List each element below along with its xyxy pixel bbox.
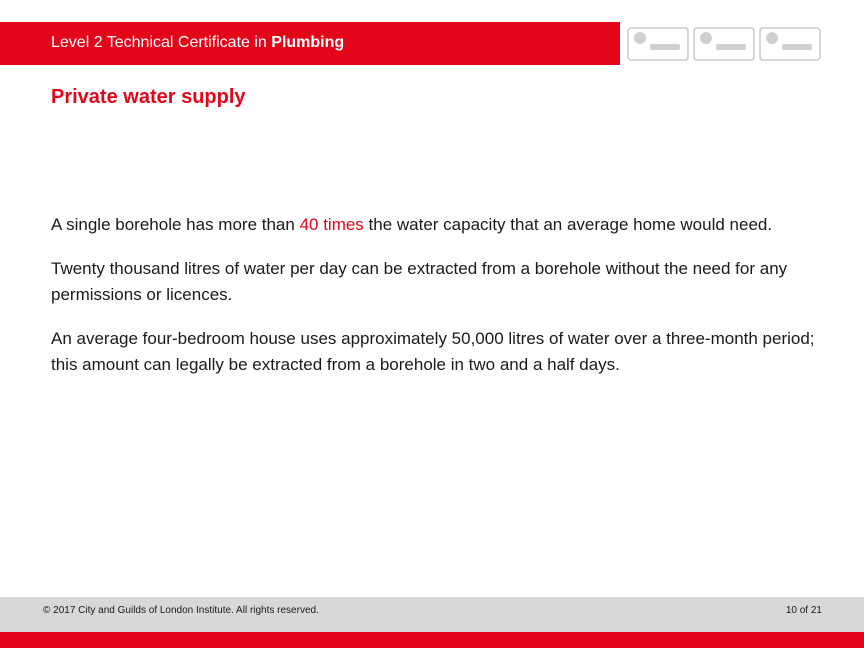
slide-body — [51, 212, 821, 396]
bottom-accent-bar — [0, 632, 864, 648]
slide-title: Private water supply — [51, 86, 246, 108]
page-number: 10 of 21 — [785, 605, 822, 616]
copyright-notice: © 2017 City and Guilds of London Institute. All rights reserved. — [43, 605, 319, 616]
city-and-guilds-logo-icon — [626, 24, 822, 64]
course-title-prefix: Level 2 Technical Certificate in — [51, 34, 272, 51]
highlighted-figure: 40 times — [299, 215, 364, 234]
paragraph-1 — [51, 212, 821, 238]
paragraph-3: An average four-bedroom house uses approximately 50,000 litres of water over a three-month period; this amount can legally be extracted from a borehole in two and a half days. — [51, 329, 815, 374]
paragraph-2: Twenty thousand litres of water per day can be extracted from a borehole without the need for any permissions or licences. — [51, 259, 788, 304]
course-subject: Plumbing — [271, 34, 345, 51]
course-title — [51, 34, 344, 52]
paragraph-1-start: A single borehole has more than — [51, 215, 300, 234]
paragraph-1-end: the water capacity that an average home would need. — [363, 215, 773, 234]
